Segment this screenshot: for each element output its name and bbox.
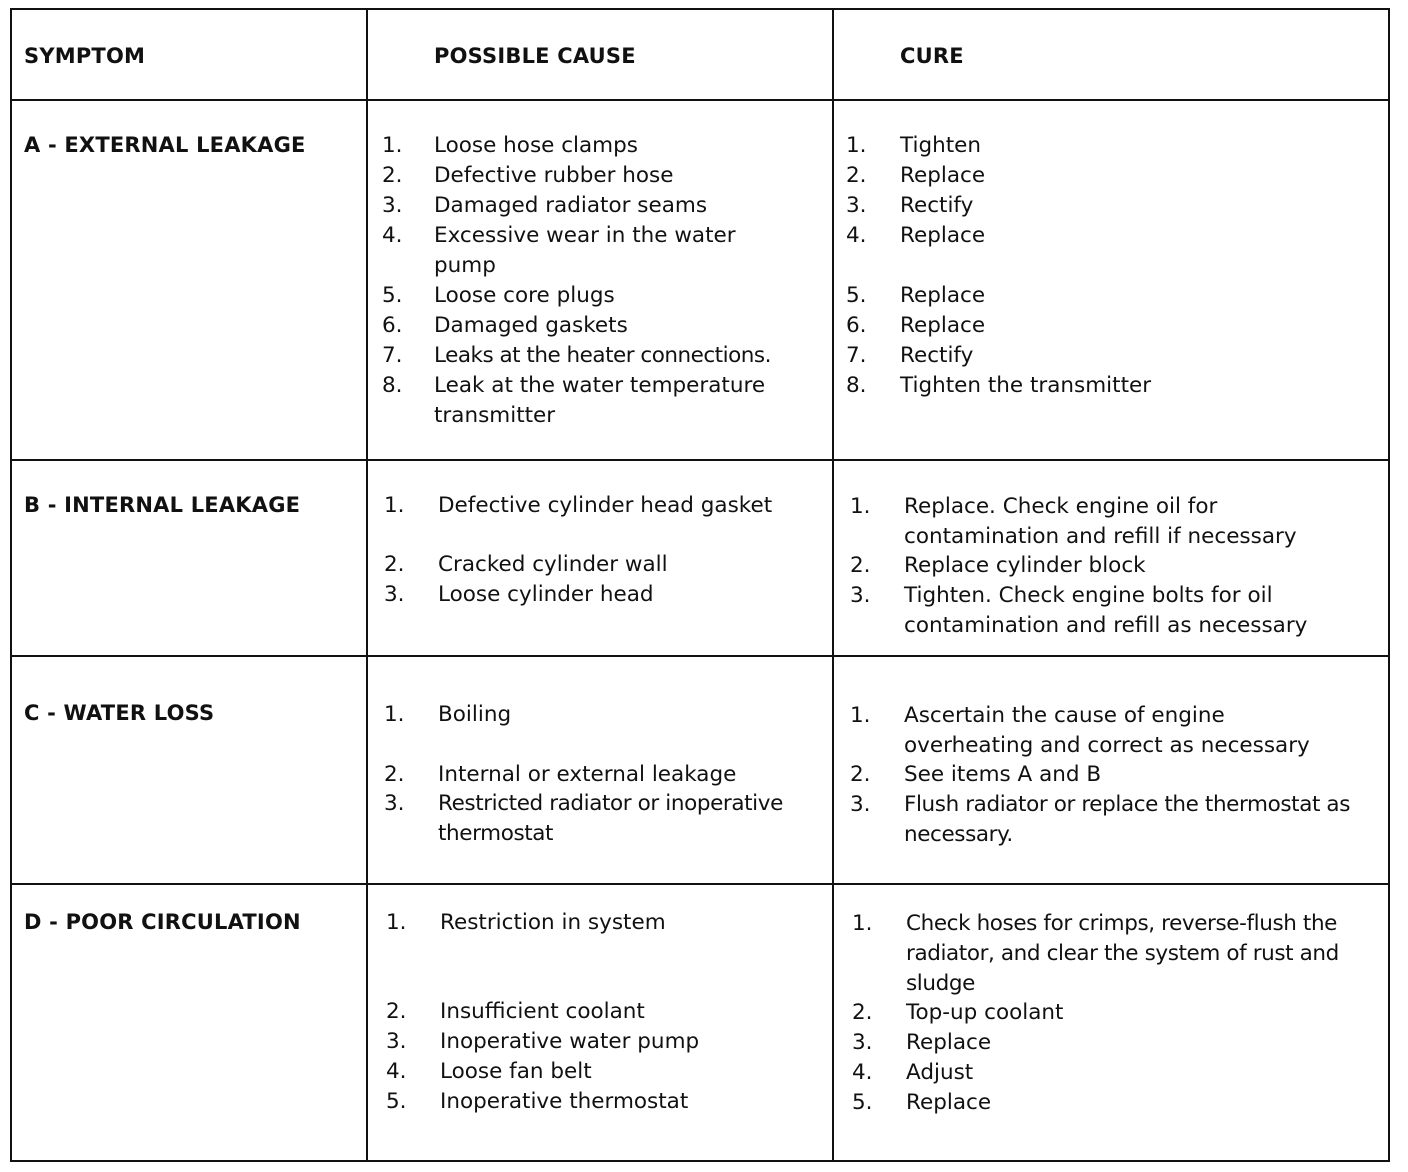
row-divider-a — [10, 459, 1390, 461]
cause-text: Excessive wear in the water pump — [434, 223, 736, 278]
header-possible-cause: POSSIBLE CAUSE — [434, 44, 636, 68]
cure-number: 3. — [850, 583, 871, 608]
cause-text: Loose cylinder head — [438, 582, 654, 607]
cure-number: 6. — [846, 313, 867, 338]
cure-text: Replace — [900, 223, 986, 248]
row-divider-b — [10, 655, 1390, 657]
cause-number: 3. — [382, 193, 403, 218]
cure-number: 3. — [852, 1030, 873, 1055]
cause-text: Inoperative water pump — [440, 1029, 700, 1054]
cure-text: Replace — [900, 283, 986, 308]
cure-number: 1. — [850, 494, 871, 519]
cure-number: 1. — [850, 703, 871, 728]
cure-number: 5. — [852, 1090, 873, 1115]
cause-number: 5. — [382, 283, 403, 308]
cause-text: Inoperative thermostat — [440, 1089, 689, 1114]
cause-number: 3. — [384, 582, 405, 607]
cause-text: Damaged radiator seams — [434, 193, 708, 218]
row-divider-c — [10, 883, 1390, 885]
symptom-c: C - WATER LOSS — [24, 701, 215, 725]
cure-number: 2. — [846, 163, 867, 188]
cure-text: Tighten the transmitter — [900, 373, 1152, 398]
cause-number: 3. — [386, 1029, 407, 1054]
cure-number: 1. — [852, 911, 873, 936]
cure-number: 3. — [846, 193, 867, 218]
symptom-a: A - EXTERNAL LEAKAGE — [24, 133, 306, 157]
row-divider-header — [10, 99, 1390, 101]
cause-text: Insufficient coolant — [440, 999, 645, 1024]
cure-text: Top-up coolant — [906, 1000, 1064, 1025]
symptom-d: D - POOR CIRCULATION — [24, 910, 301, 934]
cause-number: 3. — [384, 791, 405, 816]
cause-number: 8. — [382, 373, 403, 398]
cause-number: 6. — [382, 313, 403, 338]
cure-number: 2. — [852, 1000, 873, 1025]
cause-number: 4. — [386, 1059, 407, 1084]
column-divider-1 — [366, 8, 368, 1162]
cure-text: Replace — [900, 163, 986, 188]
cure-number: 8. — [846, 373, 867, 398]
cause-number: 1. — [384, 702, 405, 727]
cause-text: Boiling — [438, 702, 512, 727]
cause-text: Restriction in system — [440, 910, 666, 935]
cure-text: Replace — [900, 313, 986, 338]
cause-text: Cracked cylinder wall — [438, 552, 668, 577]
symptom-b: B - INTERNAL LEAKAGE — [24, 493, 301, 517]
cure-text: Flush radiator or replace the thermostat as necessary. — [904, 792, 1351, 847]
cure-number: 4. — [852, 1060, 873, 1085]
cause-text: Leak at the water temperature transmitter — [434, 373, 766, 428]
cure-text: Replace. Check engine oil for contamination and refill if necessary — [904, 494, 1297, 549]
cure-text: Check hoses for crimps, reverse-flush the radiator, and clear the system of rust and sludge — [906, 911, 1339, 996]
cause-number: 1. — [384, 493, 405, 518]
cure-number: 2. — [850, 762, 871, 787]
cause-number: 2. — [384, 552, 405, 577]
cause-number: 2. — [382, 163, 403, 188]
cause-text: Damaged gaskets — [434, 313, 628, 338]
cause-text: Loose core plugs — [434, 283, 615, 308]
cure-text: Rectify — [900, 193, 974, 218]
cure-number: 7. — [846, 343, 867, 368]
cause-text: Loose fan belt — [440, 1059, 592, 1084]
cure-text: Tighten — [900, 133, 982, 158]
cure-text: Replace cylinder block — [904, 553, 1146, 578]
cause-text: Defective rubber hose — [434, 163, 674, 188]
cure-text: Adjust — [906, 1060, 974, 1085]
cause-text: Loose hose clamps — [434, 133, 638, 158]
cause-number: 7. — [382, 343, 403, 368]
cause-number: 1. — [386, 910, 407, 935]
cure-text: Ascertain the cause of engine overheating and correct as necessary — [904, 703, 1310, 758]
cure-number: 3. — [850, 792, 871, 817]
column-divider-2 — [832, 8, 834, 1162]
cause-number: 4. — [382, 223, 403, 248]
cause-text: Internal or external leakage — [438, 762, 737, 787]
cause-text: Leaks at the heater connections. — [434, 343, 771, 368]
header-cure: CURE — [900, 44, 964, 68]
cause-text: Restricted radiator or inoperative thermostat — [438, 791, 783, 846]
cause-number: 2. — [386, 999, 407, 1024]
cause-number: 1. — [382, 133, 403, 158]
cause-text: Defective cylinder head gasket — [438, 493, 773, 518]
cure-text: Replace — [906, 1090, 992, 1115]
header-symptom: SYMPTOM — [24, 44, 146, 68]
cure-text: Tighten. Check engine bolts for oil contamination and refill as necessary — [904, 583, 1308, 638]
cause-number: 5. — [386, 1089, 407, 1114]
cure-number: 2. — [850, 553, 871, 578]
cure-text: See items A and B — [904, 762, 1102, 787]
cure-number: 1. — [846, 133, 867, 158]
cure-number: 5. — [846, 283, 867, 308]
cure-text: Replace — [906, 1030, 992, 1055]
cause-number: 2. — [384, 762, 405, 787]
cure-text: Rectify — [900, 343, 974, 368]
cure-number: 4. — [846, 223, 867, 248]
